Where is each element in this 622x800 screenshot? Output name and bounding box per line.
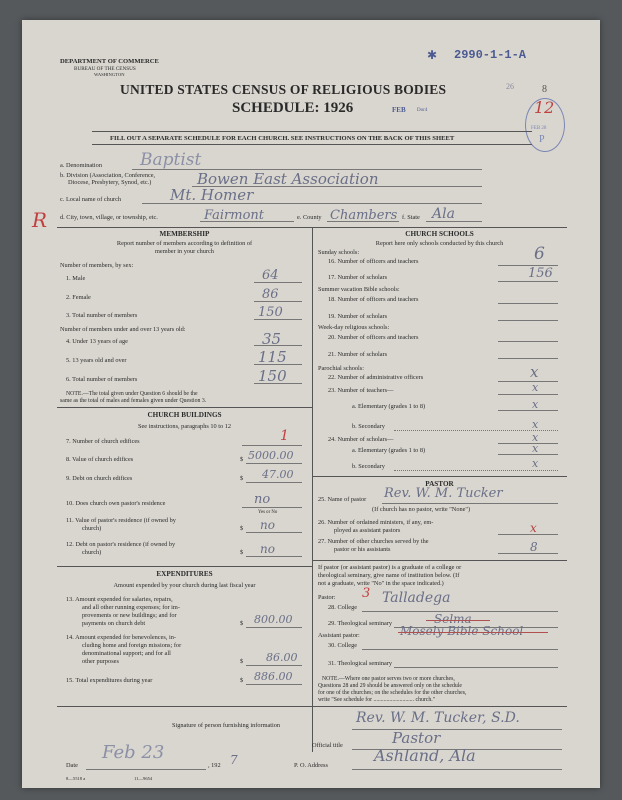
division-label-2: Diocese, Presbytery, Synod, etc.) [68,179,152,186]
q25-note: (If church has no pastor, write "None") [372,506,471,513]
q19-label: 19. Number of scholars [328,313,388,320]
fill-line [498,534,558,535]
pastor-sub-label: Pastor: [318,594,336,601]
buildings-intro: See instructions, paragraphs 10 to 12 [137,423,232,430]
schedule-title: SCHEDULE: 1926 [232,100,354,116]
fill-line [246,627,302,628]
q15-label: 15. Total expenditures during year [66,677,153,684]
city-value: Fairmont [204,208,265,223]
q13-label-4: payments on church debt [82,620,146,627]
grid-center-line [312,227,313,752]
stamp-feb: FEB [392,106,406,114]
parochial-label: Parochial schools: [318,365,364,372]
q23a-label: a. Elementary (grades 1 to 8) [352,403,426,410]
q11-value: no [260,518,275,532]
q13-label-3: provements or new buildings; and for [82,612,177,619]
q1-label: 1. Male [66,275,86,282]
q12-label-1: 12. Debt on pastor's residence (if owned by [66,541,176,548]
dollar-sign: $ [240,456,244,463]
q26-label-1: 26. Number of ordained ministers, if any, em- [318,519,434,526]
fill-line [498,281,558,282]
fill-line [86,769,206,770]
sunday-label: Sunday schools: [318,249,360,256]
q26-label-2: ployed as assistant pastors [334,527,401,534]
date-value: Feb 23 [102,742,165,763]
form-title: UNITED STATES CENSUS OF RELIGIOUS BODIES [120,82,447,97]
po-address-value: Ashland, Ala [374,746,476,765]
pastor-num: 3 [362,586,371,601]
fill-line [382,503,558,504]
county-value: Chambers [330,208,398,223]
age-intro: Number of members under and over 13 years old: [60,326,186,333]
circle-letter: P [539,134,545,145]
state-value: Ala [432,206,455,222]
q9-value: 47.00 [262,468,294,481]
q8-value: 5000.00 [248,449,294,462]
yes-no-label: Yes or No [258,510,278,515]
q24-value: x [532,431,539,444]
q9-label: 9. Debt on church edifices [66,475,133,482]
division-value: Bowen East Association [197,170,379,188]
denomination-label: a. Denomination [60,162,102,169]
q14-label-2: cluding home and foreign missions; for [82,642,182,649]
q10-value: no [254,492,271,507]
fill-line [246,665,302,666]
dollar-sign: $ [240,658,244,665]
membership-note-1: NOTE.—The total given under Question 6 should be the [66,391,198,397]
membership-intro-2: member in your church [155,248,214,255]
fill-line [498,341,558,342]
church-name-value: Mt. Homer [170,186,254,204]
expenditures-intro: Amount expended by your church during last fiscal year [113,582,256,589]
fill-line [498,394,558,395]
q14-value: 86.00 [266,651,298,664]
q28-value: Talladega [382,590,451,606]
pastor-note-4: write "See schedule for ............................ church." [318,697,436,703]
q30-label: 30. College [328,642,358,649]
q22-label: 22. Number of administrative officers [328,374,424,381]
expenditures-title: EXPENDITURES [156,570,213,578]
pastor-title: PASTOR [425,480,454,488]
form-number-2: 11—9654 [134,776,153,781]
q28-label: 28. College [328,604,358,611]
q18-label: 18. Number of officers and teachers [328,296,419,303]
fill-line [498,443,558,444]
q13-value: 800.00 [254,613,293,626]
strike-line [426,620,490,621]
divider [312,560,567,561]
q24a-label: a. Elementary (grades 1 to 8) [352,447,426,454]
q3-value: 150 [258,305,283,320]
buildings-title: CHURCH BUILDINGS [147,411,222,419]
fill-line [242,445,302,446]
instruction-line: FILL OUT A SEPARATE SCHEDULE FOR EACH CHURCH. SEE INSTRUCTIONS ON THE BACK OF THIS SHEET [110,135,455,142]
q23a-value: x [532,398,539,411]
fill-line [498,303,558,304]
fill-line [246,463,302,464]
q2-label: 2. Female [66,294,91,301]
q13-label-2: and all other running expenses; for im- [82,604,180,611]
q22-value: x [530,363,539,381]
grad-intro-1: If pastor (or assistant pastor) is a graduate of a college or [318,564,462,571]
q27-label-1: 27. Number of other churches served by the [318,538,429,545]
division-label-1: b. Division (Association, Conference, [60,172,156,179]
q7-value: 1 [280,428,289,444]
q10-label: 10. Does church own pastor's residence [66,500,166,507]
fill-line [246,684,302,685]
fill-line [246,556,302,557]
dollar-sign: $ [240,620,244,627]
q11-label-1: 11. Value of pastor's residence (if owned by [66,517,176,524]
q15-value: 886.00 [254,670,293,683]
q5-value: 115 [258,348,287,366]
corner-num: 8 [542,84,547,95]
q27-label-2: pastor or his assistants [334,546,391,553]
official-title-value: Pastor [392,729,441,747]
state-label: f. State [402,214,420,221]
q27-value: 8 [530,540,538,554]
q16-label: 16. Number of officers and teachers [328,258,419,265]
stamp-code: 2990-1-1-A [454,48,527,62]
q11-label-2: church) [82,525,102,532]
dept-label: DEPARTMENT OF COMMERCE [60,58,159,65]
denomination-value: Baptist [140,150,202,170]
q23b-label: b. Secondary [352,423,385,430]
q29-label: 29. Theological seminary [328,620,393,627]
fill-line [242,507,302,508]
stamp-feb-code: Dor4 [417,108,428,113]
q6-label: 6. Total number of members [66,376,138,383]
fill-line [362,649,558,650]
q16-value: 6 [534,244,545,264]
fill-line [246,532,302,533]
fill-line [498,410,558,411]
q31-label: 31. Theological seminary [328,660,393,667]
membership-title: MEMBERSHIP [159,230,210,238]
q25-value: Rev. W. M. Tucker [384,486,503,501]
fill-line [394,470,558,471]
circle-num: 12 [534,98,555,117]
assistant-value: Mosely Bible School [400,624,524,638]
signature-value: Rev. W. M. Tucker, S.D. [356,710,520,726]
q17-label: 17. Number of scholars [328,274,388,281]
q14-label-1: 14. Amount expended for benevolences, in- [66,634,176,641]
strike-line [398,632,548,633]
circle-sub: FEB 28 [531,126,547,131]
star-stamp-icon: ✱ [427,48,438,62]
q21-label: 21. Number of scholars [328,351,388,358]
q12-label-2: church) [82,549,102,556]
grid-bottom [57,706,567,707]
q2-value: 86 [262,287,279,302]
q23b-value: x [532,418,539,431]
q24b-label: b. Secondary [352,463,385,470]
red-mark: R [32,208,48,232]
q29-value: Selma [434,612,472,626]
fill-line [394,667,558,668]
q8-label: 8. Value of church edifices [66,456,134,463]
weekday-label: Week-day religious schools: [318,324,390,331]
po-address-label: P. O. Address [294,762,328,769]
q24-label: 24. Number of scholars— [328,436,394,443]
fill-line [498,320,558,321]
stamp-feb-num: 26 [506,82,514,91]
fill-line [246,482,302,483]
q1-value: 64 [262,268,279,283]
membership-note-2: same as the total of males and females given under Question 3. [60,398,207,404]
dollar-sign: $ [240,549,244,556]
fill-line [498,358,558,359]
pastor-note-1: NOTE.—Where one pastor serves two or more churches, [322,676,455,682]
divider [92,144,532,145]
official-title-label: Official title [312,742,343,749]
membership-intro-1: Report number of members according to definition of [116,240,253,247]
q25-label: 25. Name of pastor [318,496,367,503]
q14-label-4: other purposes [82,658,119,665]
q23-label: 23. Number of teachers— [328,387,394,394]
fill-line [498,454,558,455]
fill-line [498,553,558,554]
assistant-label: Assistant pastor: [318,632,360,639]
divider [57,566,312,567]
grad-intro-2: theological seminary, give name of institution below. (If [318,572,460,579]
q12-value: no [260,542,275,556]
q13-label-1: 13. Amount expended for salaries, repairs, [66,596,173,603]
form-number: 8—5518 a [66,776,86,781]
date-label: Date [66,762,78,769]
q23-value: x [532,381,539,394]
schools-title: CHURCH SCHOOLS [405,230,474,238]
city-label: d. City, town, village, or township, etc. [60,214,158,221]
q24a-value: x [532,442,539,455]
fill-line [352,729,562,730]
divider [312,476,567,477]
year-digit: 7 [230,753,238,767]
q14-label-3: denominational support; and for all [82,650,171,657]
q3-label: 3. Total number of members [66,312,138,319]
dollar-sign: $ [240,475,244,482]
bureau-label: BUREAU OF THE CENSUS [74,66,136,72]
city-label: WASHINGTON [94,72,125,77]
divider [92,131,532,132]
year-label: , 192 [208,762,221,769]
fill-line [352,769,562,770]
pastor-note-3: for one of the churches; on the schedules for the other churches, [318,690,467,696]
q17-value: 156 [528,266,553,281]
pastor-note-2: Questions 28 and 29 should be answered only on the schedule [318,683,462,689]
q5-label: 5. 13 years old and over [66,357,127,364]
by-sex-label: Number of members, by sex: [60,262,134,269]
county-label: e. County [297,214,322,221]
q4-label: 4. Under 13 years of age [66,338,128,345]
census-schedule-page [22,20,600,788]
summer-label: Summer vacation Bible schools: [318,286,400,293]
fill-line [498,381,558,382]
schools-intro: Report here only schools conducted by this church [375,240,504,247]
q4-value: 35 [262,330,282,348]
q20-label: 20. Number of officers and teachers [328,334,419,341]
q24b-value: x [532,457,539,470]
q7-label: 7. Number of church edifices [66,438,140,445]
q26-value: x [530,521,537,535]
dollar-sign: $ [240,525,244,532]
q6-value: 150 [258,367,287,385]
divider [57,407,312,408]
signature-label: Signature of person furnishing information [172,722,281,729]
dollar-sign: $ [240,677,244,684]
grad-intro-3: not a graduate, write "No" in the space indicated.) [318,580,444,587]
church-name-label: c. Local name of church [60,196,122,203]
